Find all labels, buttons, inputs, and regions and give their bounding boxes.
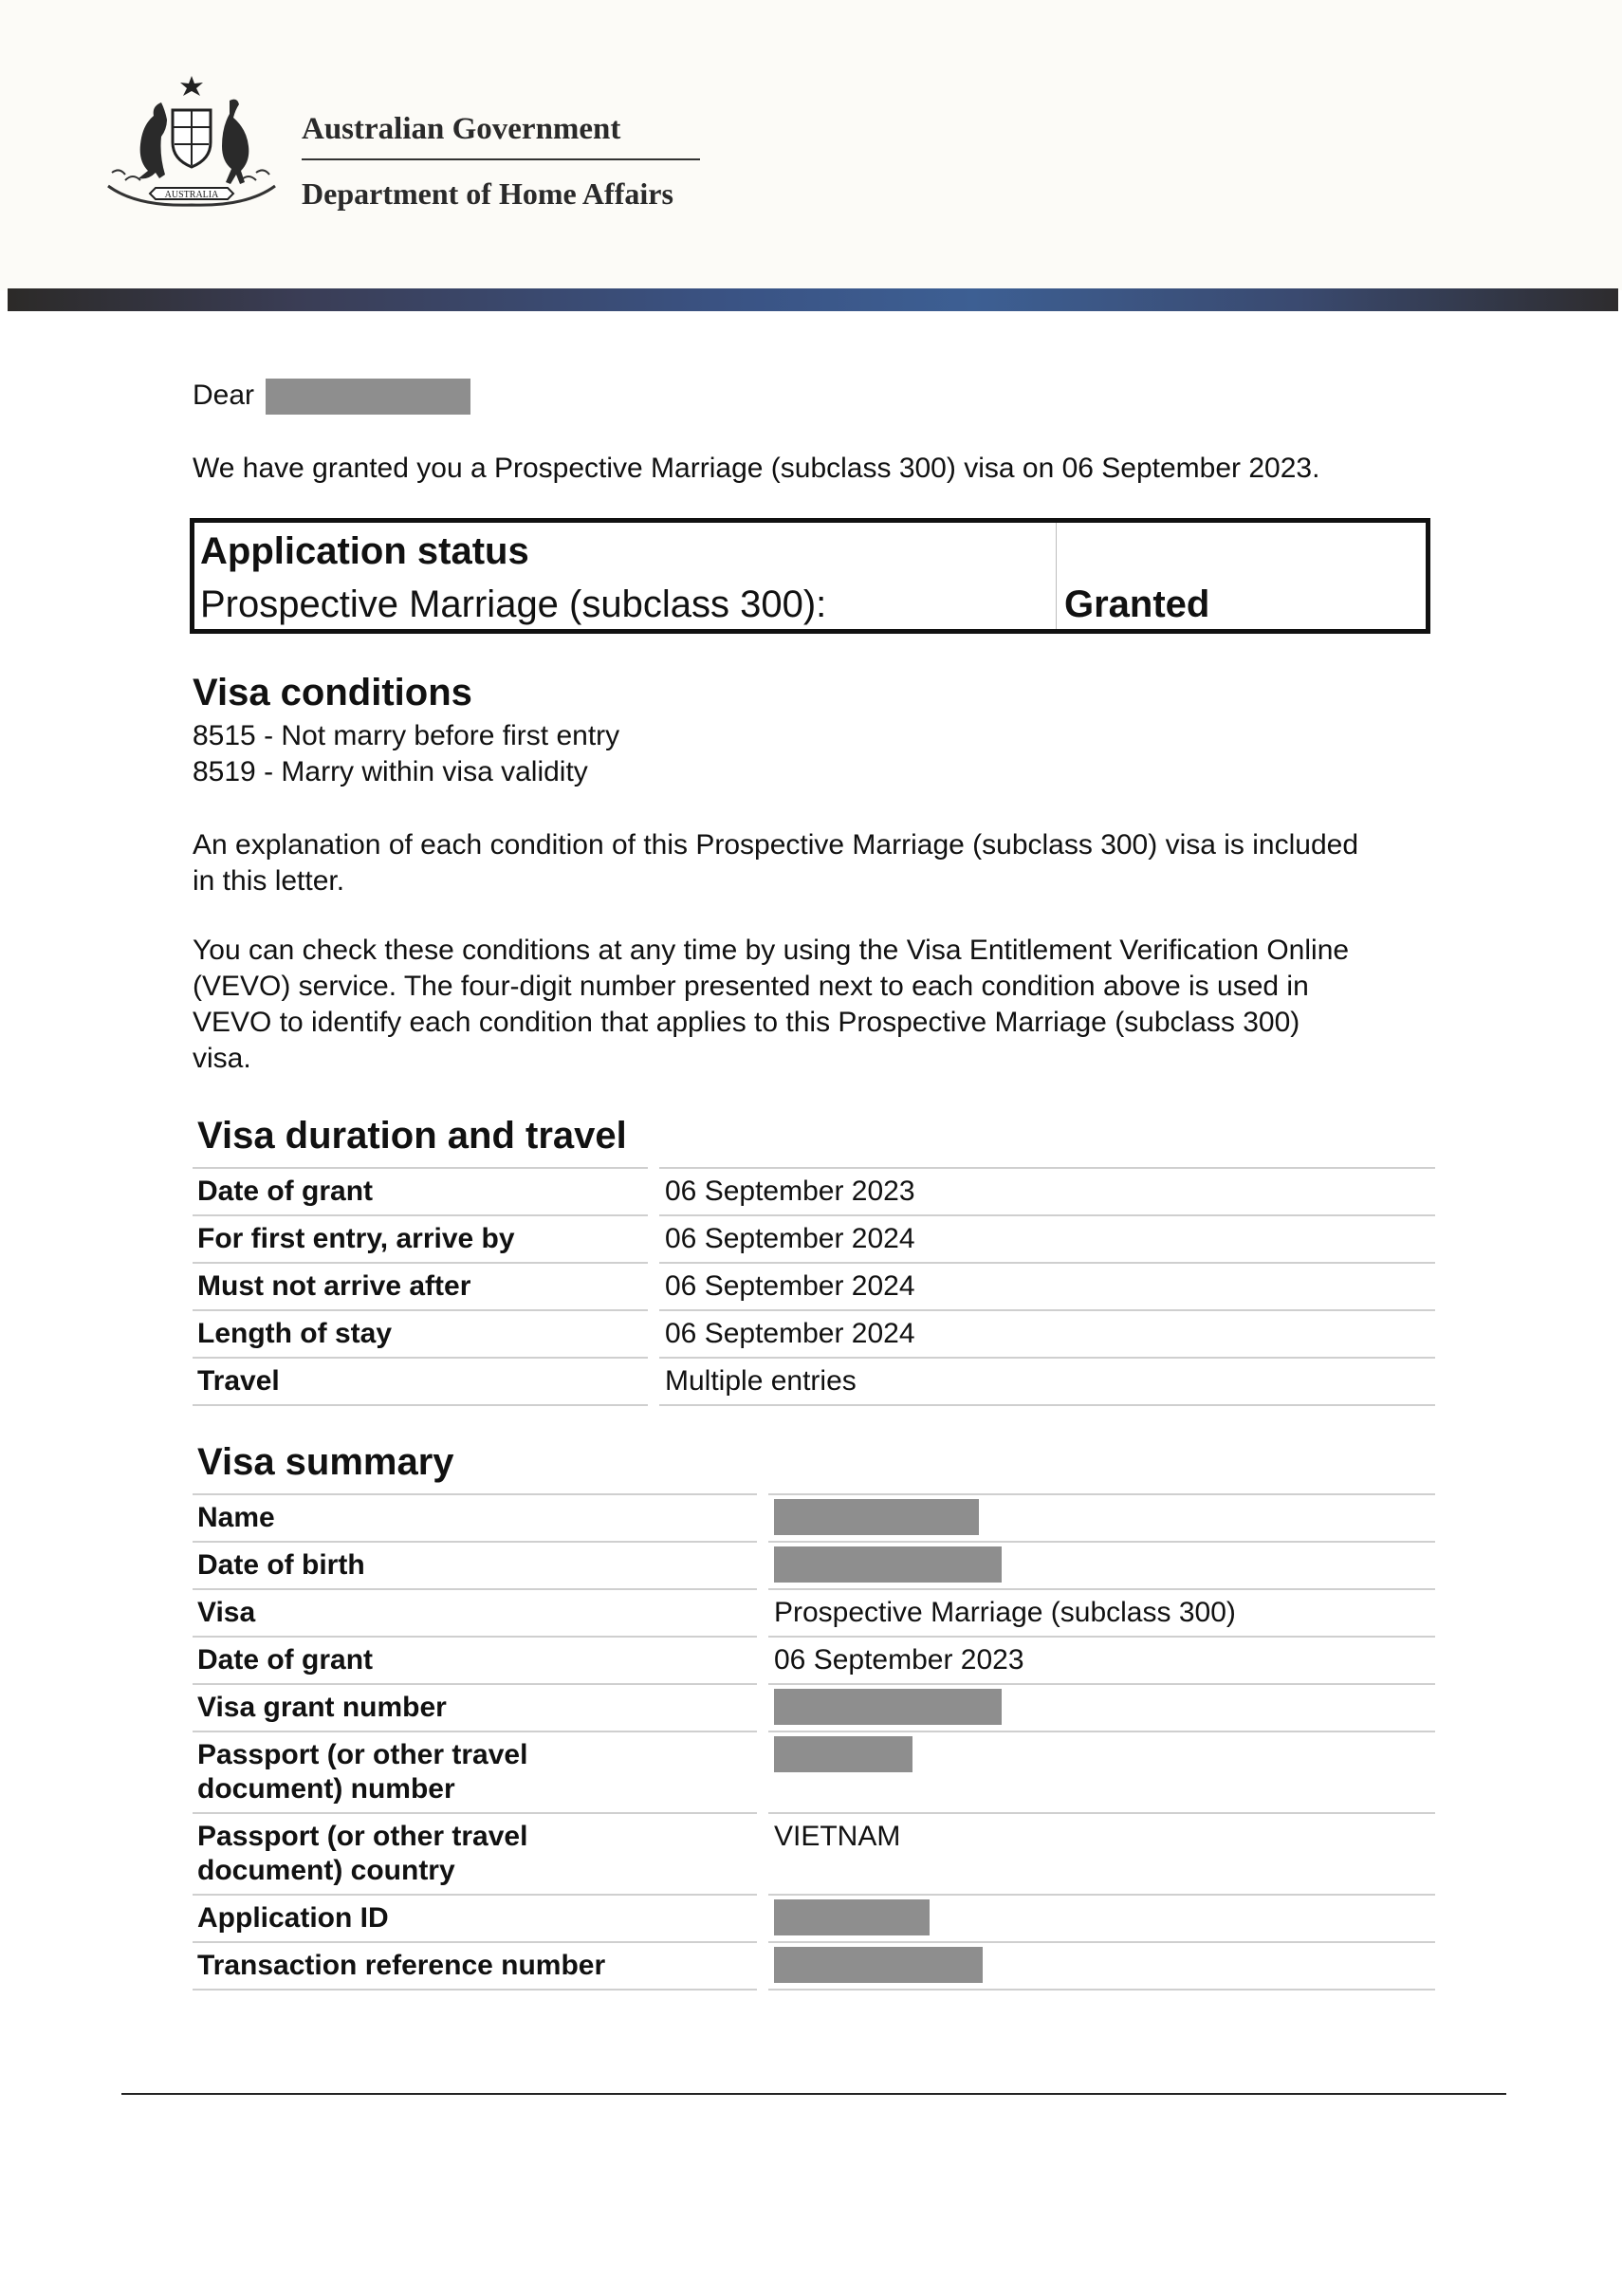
- vevo-paragraph-line: VEVO to identify each condition that applies to this Prospective Marriage (subclass 300): [193, 1007, 1300, 1038]
- table-row: [193, 1895, 1435, 1942]
- table-row: [193, 1494, 1435, 1542]
- redacted-application-id: [774, 1899, 930, 1935]
- redacted-name: [774, 1499, 979, 1535]
- row-label: Application ID: [193, 1895, 763, 1942]
- table-row: [193, 1589, 1435, 1637]
- table-row: [193, 1684, 1435, 1731]
- row-value: [763, 1895, 1435, 1942]
- table-row: [193, 1942, 1435, 1990]
- row-label: For first entry, arrive by: [193, 1215, 654, 1263]
- summary-table: [193, 1493, 1435, 1990]
- letterhead: [0, 0, 1622, 290]
- redacted-transaction-reference: [774, 1947, 983, 1983]
- redacted-date-of-birth: [774, 1546, 1002, 1583]
- status-column-divider: [1056, 523, 1057, 629]
- vevo-paragraph-line: visa.: [193, 1043, 251, 1074]
- summary-title: Visa summary: [197, 1441, 454, 1483]
- table-row: [193, 1263, 1435, 1310]
- row-value: [763, 1731, 1435, 1813]
- salutation: [193, 378, 470, 415]
- row-label: Visa: [193, 1589, 763, 1637]
- row-value: 06 September 2023: [763, 1637, 1435, 1684]
- condition-item: 8519 - Marry within visa validity: [193, 756, 588, 787]
- row-label: Passport (or other travel document) country: [193, 1813, 763, 1895]
- redacted-passport-number: [774, 1736, 912, 1772]
- conditions-explanation-line: An explanation of each condition of this Prospective Marriage (subclass 300) visa is included: [193, 829, 1359, 861]
- conditions-explanation-line: in this letter.: [193, 865, 345, 897]
- duration-table: [193, 1167, 1435, 1406]
- table-row: [193, 1215, 1435, 1263]
- vevo-paragraph-line: (VEVO) service. The four-digit number presented next to each condition above is used in: [193, 971, 1309, 1002]
- row-value: Multiple entries: [654, 1358, 1435, 1405]
- row-value: VIETNAM: [763, 1813, 1435, 1895]
- status-visa-label: Prospective Marriage (subclass 300):: [200, 583, 827, 625]
- row-label: Name: [193, 1494, 763, 1542]
- row-value: 06 September 2024: [654, 1310, 1435, 1358]
- row-value: 06 September 2023: [654, 1168, 1435, 1215]
- row-label: Travel: [193, 1358, 654, 1405]
- coat-of-arms-icon: [99, 74, 285, 216]
- status-title: Application status: [200, 530, 529, 572]
- conditions-title: Visa conditions: [193, 672, 472, 713]
- redacted-visa-grant-number: [774, 1689, 1002, 1725]
- row-label: Passport (or other travel document) number: [193, 1731, 763, 1813]
- row-value: 06 September 2024: [654, 1263, 1435, 1310]
- header-color-band: [8, 288, 1618, 311]
- grant-sentence: We have granted you a Prospective Marriage (subclass 300) visa on 06 September 2023.: [193, 453, 1320, 484]
- status-value: Granted: [1064, 583, 1210, 625]
- row-label: Transaction reference number: [193, 1942, 763, 1990]
- row-label: Visa grant number: [193, 1684, 763, 1731]
- row-value: [763, 1494, 1435, 1542]
- table-row: [193, 1542, 1435, 1589]
- row-label: Length of stay: [193, 1310, 654, 1358]
- table-row: [193, 1310, 1435, 1358]
- row-label: Date of birth: [193, 1542, 763, 1589]
- table-row: [193, 1637, 1435, 1684]
- table-row: [193, 1731, 1435, 1813]
- table-row: [193, 1813, 1435, 1895]
- row-value: [763, 1942, 1435, 1990]
- row-label: Must not arrive after: [193, 1263, 654, 1310]
- row-label: Date of grant: [193, 1168, 654, 1215]
- table-row: [193, 1358, 1435, 1405]
- table-row: [193, 1168, 1435, 1215]
- crest-scroll-text: AUSTRALIA: [164, 190, 219, 200]
- redacted-recipient-name: [266, 379, 470, 415]
- row-value: [763, 1542, 1435, 1589]
- government-name: Australian Government: [302, 112, 621, 146]
- salutation-word: Dear: [193, 380, 255, 411]
- duration-title: Visa duration and travel: [197, 1115, 627, 1157]
- department-name: Department of Home Affairs: [302, 176, 673, 211]
- row-value: [763, 1684, 1435, 1731]
- letterhead-divider: [302, 158, 700, 160]
- footer-divider: [121, 2093, 1506, 2095]
- row-value: Prospective Marriage (subclass 300): [763, 1589, 1435, 1637]
- row-value: 06 September 2024: [654, 1215, 1435, 1263]
- condition-item: 8515 - Not marry before first entry: [193, 720, 620, 751]
- application-status-box: [190, 518, 1430, 634]
- row-label: Date of grant: [193, 1637, 763, 1684]
- vevo-paragraph-line: You can check these conditions at any time by using the Visa Entitlement Verification Online: [193, 935, 1350, 966]
